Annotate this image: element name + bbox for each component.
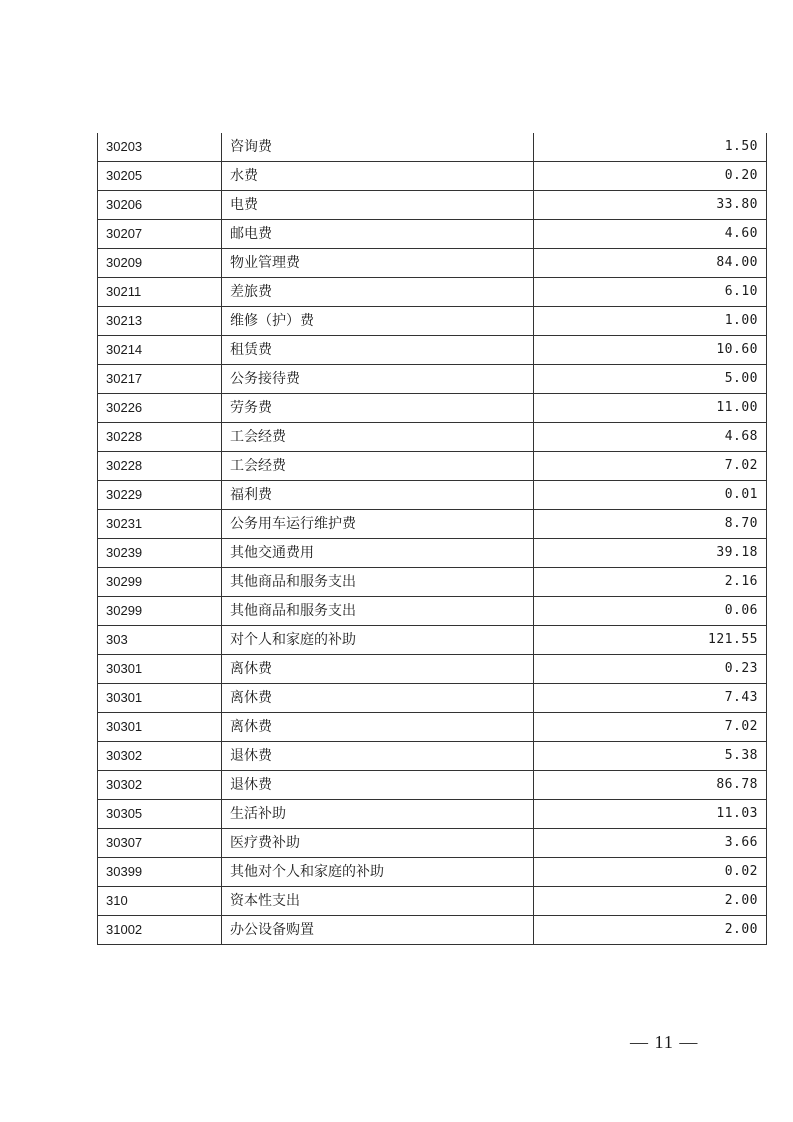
table-row bbox=[98, 365, 767, 394]
table-row bbox=[98, 481, 767, 510]
table-row bbox=[98, 568, 767, 597]
subject-name-cell: 其他对个人和家庭的补助 bbox=[222, 858, 534, 887]
subject-code-cell: 30301 bbox=[98, 713, 222, 742]
table-body bbox=[98, 133, 767, 945]
table-row bbox=[98, 539, 767, 568]
table-row bbox=[98, 191, 767, 220]
subject-name-cell: 劳务费 bbox=[222, 394, 534, 423]
subject-code-cell: 30301 bbox=[98, 684, 222, 713]
amount-cell: 8.70 bbox=[534, 510, 767, 539]
amount-cell: 86.78 bbox=[534, 771, 767, 800]
table-row bbox=[98, 887, 767, 916]
amount-cell: 0.06 bbox=[534, 597, 767, 626]
table-row bbox=[98, 684, 767, 713]
amount-cell: 11.00 bbox=[534, 394, 767, 423]
amount-cell: 2.00 bbox=[534, 916, 767, 945]
subject-code-cell: 30302 bbox=[98, 742, 222, 771]
amount-cell: 5.00 bbox=[534, 365, 767, 394]
subject-name-cell: 退休费 bbox=[222, 771, 534, 800]
subject-code-cell: 30229 bbox=[98, 481, 222, 510]
table-row bbox=[98, 452, 767, 481]
subject-name-cell: 离休费 bbox=[222, 713, 534, 742]
table-row bbox=[98, 133, 767, 162]
table-row bbox=[98, 394, 767, 423]
subject-code-cell: 30211 bbox=[98, 278, 222, 307]
table-row bbox=[98, 423, 767, 452]
table-row bbox=[98, 916, 767, 945]
amount-cell: 0.20 bbox=[534, 162, 767, 191]
subject-code-cell: 30206 bbox=[98, 191, 222, 220]
subject-code-cell: 303 bbox=[98, 626, 222, 655]
table-row bbox=[98, 771, 767, 800]
subject-name-cell: 对个人和家庭的补助 bbox=[222, 626, 534, 655]
subject-name-cell: 福利费 bbox=[222, 481, 534, 510]
table-row bbox=[98, 858, 767, 887]
amount-cell: 3.66 bbox=[534, 829, 767, 858]
amount-cell: 11.03 bbox=[534, 800, 767, 829]
amount-cell: 2.00 bbox=[534, 887, 767, 916]
subject-code-cell: 30302 bbox=[98, 771, 222, 800]
amount-cell: 7.43 bbox=[534, 684, 767, 713]
table-row bbox=[98, 249, 767, 278]
amount-cell: 10.60 bbox=[534, 336, 767, 365]
subject-name-cell: 工会经费 bbox=[222, 423, 534, 452]
table-row bbox=[98, 655, 767, 684]
subject-name-cell: 咨询费 bbox=[222, 133, 534, 162]
subject-name-cell: 其他商品和服务支出 bbox=[222, 568, 534, 597]
subject-code-cell: 30299 bbox=[98, 597, 222, 626]
subject-name-cell: 办公设备购置 bbox=[222, 916, 534, 945]
amount-cell: 0.02 bbox=[534, 858, 767, 887]
subject-name-cell: 其他商品和服务支出 bbox=[222, 597, 534, 626]
amount-cell: 2.16 bbox=[534, 568, 767, 597]
subject-code-cell: 30205 bbox=[98, 162, 222, 191]
amount-cell: 0.01 bbox=[534, 481, 767, 510]
subject-name-cell: 医疗费补助 bbox=[222, 829, 534, 858]
amount-cell: 6.10 bbox=[534, 278, 767, 307]
amount-cell: 1.00 bbox=[534, 307, 767, 336]
budget-table bbox=[97, 133, 767, 945]
table-row bbox=[98, 597, 767, 626]
table-row bbox=[98, 307, 767, 336]
amount-cell: 4.68 bbox=[534, 423, 767, 452]
amount-cell: 7.02 bbox=[534, 713, 767, 742]
subject-name-cell: 其他交通费用 bbox=[222, 539, 534, 568]
subject-name-cell: 资本性支出 bbox=[222, 887, 534, 916]
subject-name-cell: 离休费 bbox=[222, 655, 534, 684]
subject-name-cell: 工会经费 bbox=[222, 452, 534, 481]
amount-cell: 39.18 bbox=[534, 539, 767, 568]
subject-name-cell: 差旅费 bbox=[222, 278, 534, 307]
table-row bbox=[98, 220, 767, 249]
subject-code-cell: 30399 bbox=[98, 858, 222, 887]
subject-code-cell: 30214 bbox=[98, 336, 222, 365]
subject-name-cell: 离休费 bbox=[222, 684, 534, 713]
subject-code-cell: 30231 bbox=[98, 510, 222, 539]
table-row bbox=[98, 829, 767, 858]
subject-code-cell: 310 bbox=[98, 887, 222, 916]
table-row bbox=[98, 336, 767, 365]
amount-cell: 0.23 bbox=[534, 655, 767, 684]
subject-name-cell: 维修（护）费 bbox=[222, 307, 534, 336]
amount-cell: 7.02 bbox=[534, 452, 767, 481]
subject-code-cell: 30203 bbox=[98, 133, 222, 162]
amount-cell: 33.80 bbox=[534, 191, 767, 220]
subject-name-cell: 生活补助 bbox=[222, 800, 534, 829]
table-row bbox=[98, 713, 767, 742]
subject-code-cell: 30228 bbox=[98, 423, 222, 452]
amount-cell: 4.60 bbox=[534, 220, 767, 249]
subject-name-cell: 邮电费 bbox=[222, 220, 534, 249]
subject-code-cell: 31002 bbox=[98, 916, 222, 945]
amount-cell: 84.00 bbox=[534, 249, 767, 278]
table-row bbox=[98, 510, 767, 539]
amount-cell: 121.55 bbox=[534, 626, 767, 655]
subject-code-cell: 30305 bbox=[98, 800, 222, 829]
subject-code-cell: 30228 bbox=[98, 452, 222, 481]
table-row bbox=[98, 162, 767, 191]
subject-code-cell: 30217 bbox=[98, 365, 222, 394]
subject-name-cell: 电费 bbox=[222, 191, 534, 220]
subject-name-cell: 退休费 bbox=[222, 742, 534, 771]
subject-name-cell: 水费 bbox=[222, 162, 534, 191]
subject-code-cell: 30207 bbox=[98, 220, 222, 249]
subject-code-cell: 30307 bbox=[98, 829, 222, 858]
amount-cell: 5.38 bbox=[534, 742, 767, 771]
subject-name-cell: 公务用车运行维护费 bbox=[222, 510, 534, 539]
page-number: — 11 — bbox=[630, 1032, 699, 1052]
table-row bbox=[98, 800, 767, 829]
subject-code-cell: 30239 bbox=[98, 539, 222, 568]
subject-code-cell: 30213 bbox=[98, 307, 222, 336]
amount-cell: 1.50 bbox=[534, 133, 767, 162]
subject-code-cell: 30301 bbox=[98, 655, 222, 684]
subject-code-cell: 30209 bbox=[98, 249, 222, 278]
subject-name-cell: 租赁费 bbox=[222, 336, 534, 365]
subject-name-cell: 物业管理费 bbox=[222, 249, 534, 278]
subject-code-cell: 30226 bbox=[98, 394, 222, 423]
table-row bbox=[98, 742, 767, 771]
subject-code-cell: 30299 bbox=[98, 568, 222, 597]
table-row bbox=[98, 626, 767, 655]
subject-name-cell: 公务接待费 bbox=[222, 365, 534, 394]
table-row bbox=[98, 278, 767, 307]
